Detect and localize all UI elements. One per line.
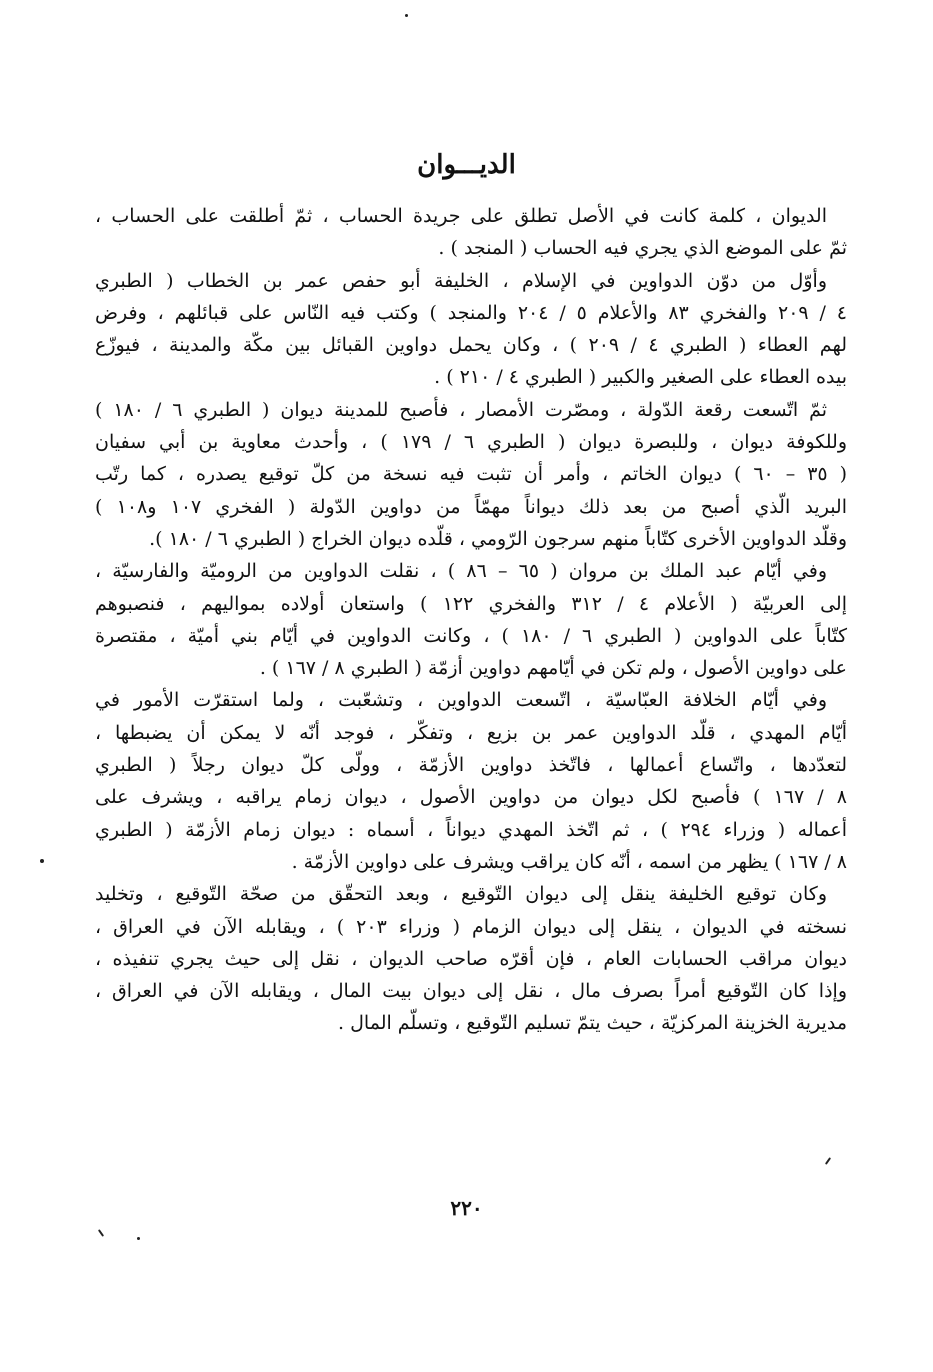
scan-speck [98,1229,104,1237]
body-text [95,200,847,1040]
scan-speck [40,859,44,863]
text-line: وفي أيّام الخلافة العبّاسيّة ، اتّسعت الدواوين ، وتشعّبت ، ولما استقرّت الأمور في [95,689,827,712]
text-line: وقلّد الدواوين الأخرى كتّاباً منهم سرجون الرّومي ، قلّده ديوان الخراج ( الطبري ٦ / ١٨٠ ). [149,527,847,550]
text-line: ( ٣٥ – ٦٠ ) ديوان الخاتم ، وأمر أن تثبت فيه نسخة من كلّ توقيع يصدره ، كما رتّب [95,463,847,486]
text-line: أيّام المهدي ، قلّد الدواوين عمر بن بزيع ، وتفكّر ، فوجد أنّه لا يمكن أن يضبطها ، [95,721,847,744]
text-line: وأوّل من دوّن الدواوين في الإسلام ، الخليفة أبو حفص عمر بن الخطاب ( الطبري [95,269,827,292]
scan-speck [825,1157,831,1165]
text-line: الديوان ، كلمة كانت في الأصل تطلق على جريدة الحساب ، ثمّ أطلقت على الحساب ، [95,205,827,227]
text-line: أعماله ( وزراء ٢٩٤ ) ، ثم اتّخذ المهدي ديواناً ، أسماه : ديوان زمام الأزمّة ( الطبري [95,818,847,841]
text-line: مديرية الخزينة المركزيّة ، حيث يتمّ تسليم التّوقيع ، وتسلّم المال . [338,1012,847,1035]
text-line: ثمّ على الموضع الذي يجري فيه الحساب ( المنجد ) . [438,237,847,260]
text-line: ثمّ اتّسعت رقعة الدّولة ، ومصّرت الأمصار ، فأصبح للمدينة ديوان ( الطبري ٦ / ١٨٠ ) [95,398,828,421]
text-line: ٤ / ٢٠٩ والفخري ٨٣ والأعلام ٥ / ٢٠٤ والمنجد ) وكتب فيه النّاس على قبائلهم ، وفرض [95,301,848,324]
scan-speck [137,1237,140,1240]
text-line: كتّاباً على الدواوين ( الطبري ٦ / ١٨٠ ) ، وكانت الدواوين في أيّام بني أميّة ، مقتصرة [95,624,847,647]
text-line: ٨ / ١٦٧ ) يظهر من اسمه ، أنّه كان يراقب ويشرف على دواوين الأزمّة . [291,850,847,873]
text-line: على دواوين الأصول ، ولم تكن في أيّامهم دواوين أزمّة ( الطبري ٨ / ١٦٧ ) . [259,657,847,680]
chapter-title: الديـــوان [417,150,516,180]
text-line: وكان توقيع الخليفة ينقل إلى ديوان التّوقيع ، وبعد التحقّق من صحّة التّوقيع ، وتخليد [95,883,827,906]
text-line: بيده العطاء على الصغير والكبير ( الطبري ٤ / ٢١٠ ) . [434,366,847,389]
text-line: لتعدّدها ، واتّساع أعمالها ، فاتّخذ دواوين الأزمّة ، وولّى كلّ ديوان رجلاً ( الطبري [95,754,847,777]
text-line: وإذا كان التّوقيع أمراً بصرف مال ، نقل إلى ديوان بيت المال ، ويقابله الآن في العراق ، [95,980,847,1003]
text-line: ديوان مراقب الحسابات العام ، فإن أقرّه صاحب الديوان ، نقل إلى حيث يجري تنفيذه ، [95,947,847,970]
text-line: ٨ / ١٦٧ ) فأصبح لكل ديوان من دواوين الأصول ، ديوان زمام يراقبه ، ويشرف على [95,786,847,809]
text-line: نسخته في الديوان ، ينقل إلى ديوان الزمام ( وزراء ٢٠٣ ) ، ويقابله الآن في العراق ، [95,915,847,938]
page-number: ٢٢٠ [450,1196,483,1220]
text-line: إلى العربيّة ( الأعلام ٤ / ٣١٢ والفخري ١٢٢ ) واستعان أولاده بمواليهم ، فنصبوهم [95,592,847,615]
scan-speck [405,14,408,17]
text-line: وفي أيّام عبد الملك بن مروان ( ٦٥ – ٨٦ ) ، نقلت الدواوين من الروميّة والفارسيّة ، [95,560,827,583]
text-line: البريد الّذي أصبح من بعد ذلك ديواناً مهمّاً من دواوين الدّولة ( الفخري ١٠٧ و١٠٨ ) [95,495,847,518]
text-line: لهم العطاء ( الطبري ٤ / ٢٠٩ ) ، وكان يحمل دواوين القبائل بين مكّة والمدينة ، فيوزّع [95,334,847,357]
text-line: وللكوفة ديوان ، وللبصرة ديوان ( الطبري ٦ / ١٧٩ ) ، وأحدث معاوية بن أبي سفيان [95,431,848,454]
